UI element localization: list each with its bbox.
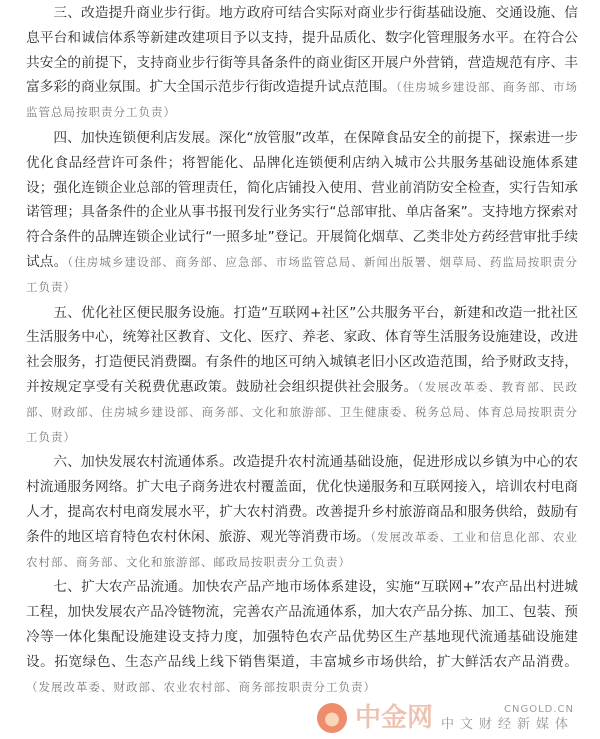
paragraph-text: 七、扩大农产品流通。加快农产品产地市场体系建设，实施“互联网+”农产品出村进城工程，加快发展农产品冷链物流，完善农产品流通体系，加大农产品分拣、加工、包装、预冷等一体化集配设施建设支持力度，加强特色农产品优势区生产基地现代流通基础设施建设。拓宽绿色、生态产品线上线下销售渠道，丰富城乡市场供给，扩大鲜活农产品消费。 xyxy=(26,579,578,670)
paragraph-agricultural-products xyxy=(26,575,578,699)
responsibility-note: （发展改革委、财政部、农业农村部、商务部按职责分工负责） xyxy=(26,679,376,694)
paragraph-rural-circulation xyxy=(26,450,578,574)
paragraph-text: 三、改造提升商业步行街。地方政府可结合实际对商业步行街基础设施、交通设施、信息平台和诚信体系等新建改建项目予以支持，提升品质化、数字化管理服务水平。在符合公共安全的前提下，支持商业步行街等具备条件的商业街区开展户外营销，营造规范有序、丰富多彩的商业氛围。扩大全国示范步行街改造提升试点范围。 xyxy=(26,5,578,96)
watermark-logo-icon xyxy=(317,703,347,733)
watermark xyxy=(0,703,574,733)
paragraph-text: 五、优化社区便民服务设施。打造“互联网+社区”公共服务平台，新建和改造一批社区生活服务中心，统筹社区教育、文化、医疗、养老、家政、体育等生活服务设施建设，改进社会服务，打造便民消费圈。有条件的地区可纳入城镇老旧小区改造范围，给予财政支持，并按规定享受有关税费优惠政策。鼓励社会组织提供社会服务。 xyxy=(26,304,578,395)
paragraph-text: 六、加快发展农村流通体系。改造提升农村流通基础设施，促进形成以乡镇为中心的农村流通服务网络。扩大电子商务进农村覆盖面，优化快递服务和互联网接入，培训农村电商人才，提高农村电商发展水平，扩大农村消费。改善提升乡村旅游商品和服务供给，鼓励有条件的地区培育特色农村休闲、旅游、观光等消费市场。 xyxy=(26,454,578,545)
responsibility-note: （发展改革委、工业和信息化部、农业农村部、商务部、文化和旅游部、邮政局按职责分工负责） xyxy=(26,529,578,569)
responsibility-note: （住房城乡建设部、商务部、市场监管总局按职责分工负责） xyxy=(26,80,578,120)
paragraph-community-services xyxy=(26,301,578,450)
watermark-text-group xyxy=(441,703,574,733)
responsibility-note: （发展改革委、教育部、民政部、财政部、住房城乡建设部、商务部、文化和旅游部、卫生健康委、税务总局、体育总局按职责分工负责） xyxy=(26,379,579,444)
watermark-domain: CNGOLD.CN xyxy=(504,704,574,716)
paragraph-convenience-store xyxy=(26,126,578,300)
paragraph-text: 四、加快连锁便利店发展。深化“放管服”改革，在保障食品安全的前提下，探索进一步优化食品经营许可条件；将智能化、品牌化连锁便利店纳入城市公共服务基础设施体系建设；强化连锁企业总部的管理责任，简化店铺投入使用、营业前消防安全检查，实行告知承诺管理；具备条件的企业从事书报刊发行业务实行“总部审批、单店备案”。支持地方探索对符合条件的品牌连锁企业试行“一照多址”登记。开展简化烟草、乙类非处方药经营审批手续试点。 xyxy=(26,129,578,270)
document-body xyxy=(26,0,578,699)
watermark-name: 中金网 xyxy=(354,703,433,734)
responsibility-note: （住房城乡建设部、商务部、应急部、市场监管总局、新闻出版署、烟草局、药监局按职责分工负责） xyxy=(26,254,578,294)
watermark-slogan: 中文财经新媒体 xyxy=(440,717,574,733)
paragraph-commercial-street xyxy=(26,1,578,125)
